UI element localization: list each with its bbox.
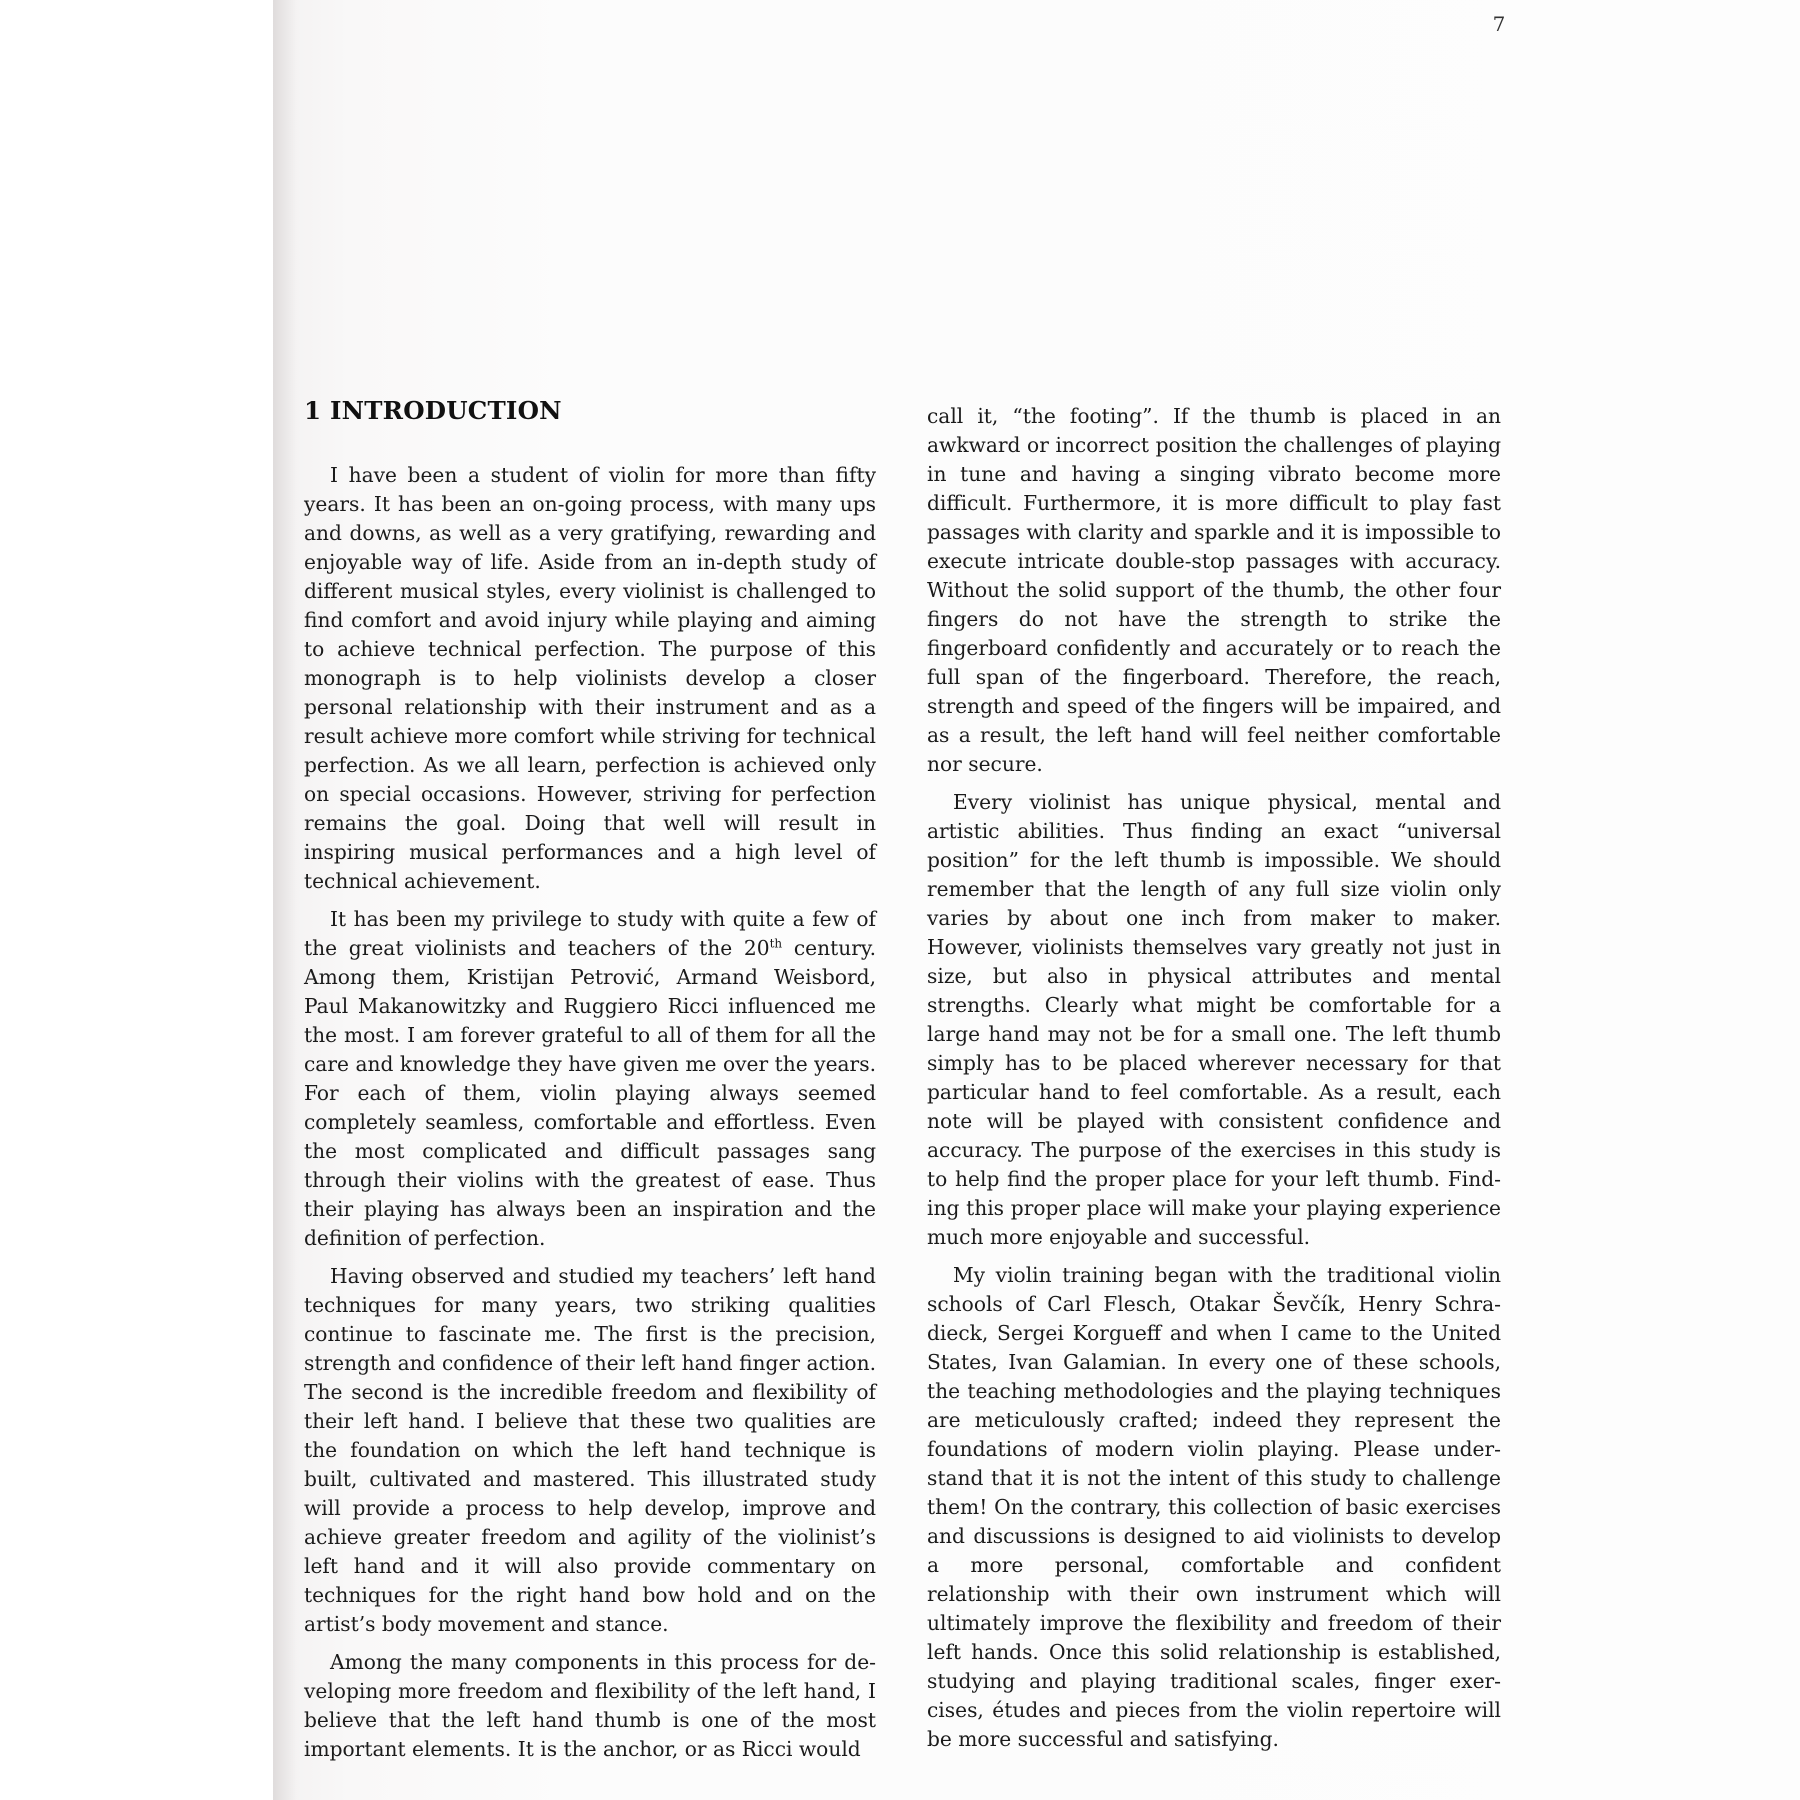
paragraph: Among the many components in this process for developing more freedom and flexibility of the left hand, I believe that the left hand thumb is one of the most important elements. It is the anchor, or as Ricci would <box>304 1650 876 1761</box>
paragraph: I have been a student of violin for more than fifty years. It has been an on-going process, with many ups and downs, as well as a very gratifying, rewarding and enjoyable way of life. Aside from an in-depth study of different musical styles, every violinist is challenged to find comfort and avoid injury while playing and aiming to achieve technical perfection. The purpose of this monograph is to help violinists develop a closer personal relationship with their instrument and as a result achieve more comfort while striving for technical perfection. As we all learn, perfection is achieved only on special occasions. However, striving for perfection remains the goal. Doing that well will result in inspiring musical performances and a high level of technical achievement. <box>304 463 876 893</box>
superscript: th <box>769 936 783 951</box>
paragraph: Every violinist has unique physical, mental and artistic abilities. Thus finding an exact “universal position” for the left thumb is impossible. We should remember that the length of any full size violin only varies by about one inch from maker to maker. However, violinists themselves vary greatly not just in size, but also in physical attributes and mental strengths. Clearly what might be comfortable for a large hand may not be for a small one. The left thumb simply has to be placed wherever necessary for that particular hand to feel comfortable. As a result, each note will be played with consistent confidence and accuracy. The purpose of the exercises in this study is to help find the proper place for your left thumb. Finding this proper place will make your playing experience much more enjoyable and successful. <box>927 790 1501 1249</box>
paragraph <box>304 905 876 1253</box>
chapter-title: 1 INTRODUCTION <box>304 396 562 425</box>
paragraph-text: It has been my privilege to study with quite a few of the great violinists and teachers of the 20 <box>304 907 876 960</box>
paragraph-text: century. Among them, Kristijan Petrović, Armand Weisbord, Paul Makanowitzky and Ruggiero Ricci influenced me the most. I am forever grateful to all of them for all the care and knowledge they have given me over the years. For each of them, violin playing always seemed completely seamless, comfortable and effortless. Even the most complicated and difficult passages sang through their violins with the greatest of ease. Thus their playing has always been an inspiration and the definition of perfection. <box>304 936 877 1250</box>
gutter-shadow <box>273 0 297 1800</box>
left-column <box>304 396 876 1773</box>
page-number: 7 <box>1492 12 1506 36</box>
paragraph: My violin training began with the traditional violin schools of Carl Flesch, Otakar Ševčík, Henry Schradieck, Sergei Korgueff and when I came to the United States, Ivan Galamian. In every one of these schools, the teaching methodologies and the playing techniques are meticulously crafted; indeed they represent the foundations of modern violin playing. Please understand that it is not the intent of this study to challenge them! On the contrary, this collection of basic exercises and discussions is designed to aid violinists to develop a more personal, comfortable and confident relationship with their own instrument which will ultimately improve the flexibility and freedom of their left hands. Once this solid relationship is established, studying and playing traditional scales, finger exercises, études and pieces from the violin repertoire will be more successful and satisfying. <box>927 1263 1501 1751</box>
paragraph-continued: call it, “the footing”. If the thumb is placed in an awkward or incorrect position the challenges of playing in tune and having a singing vibrato become more difficult. Furthermore, it is more difficult to play fast passages with clarity and sparkle and it is impossible to execute intricate double-stop passages with accuracy. Without the solid support of the thumb, the other four fingers do not have the strength to strike the fingerboard confidently and accurately or to reach the full span of the fingerboard. Therefore, the reach, strength and speed of the fingers will be impaired, and as a result, the left hand will feel neither comfortable nor secure. <box>927 404 1501 776</box>
paragraph: Having observed and studied my teachers’ left hand techniques for many years, two striking qualities continue to fascinate me. The first is the precision, strength and confidence of their left hand finger action. The second is the incredible freedom and flexibility of their left hand. I believe that these two qualities are the foundation on which the left hand technique is built, cultivated and mastered. This illustrated study will provide a process to help develop, improve and achieve greater freedom and agility of the violinist’s left hand and it will also provide commentary on techniques for the right hand bow hold and on the artist’s body movement and stance. <box>304 1264 876 1636</box>
right-column <box>927 402 1501 1763</box>
